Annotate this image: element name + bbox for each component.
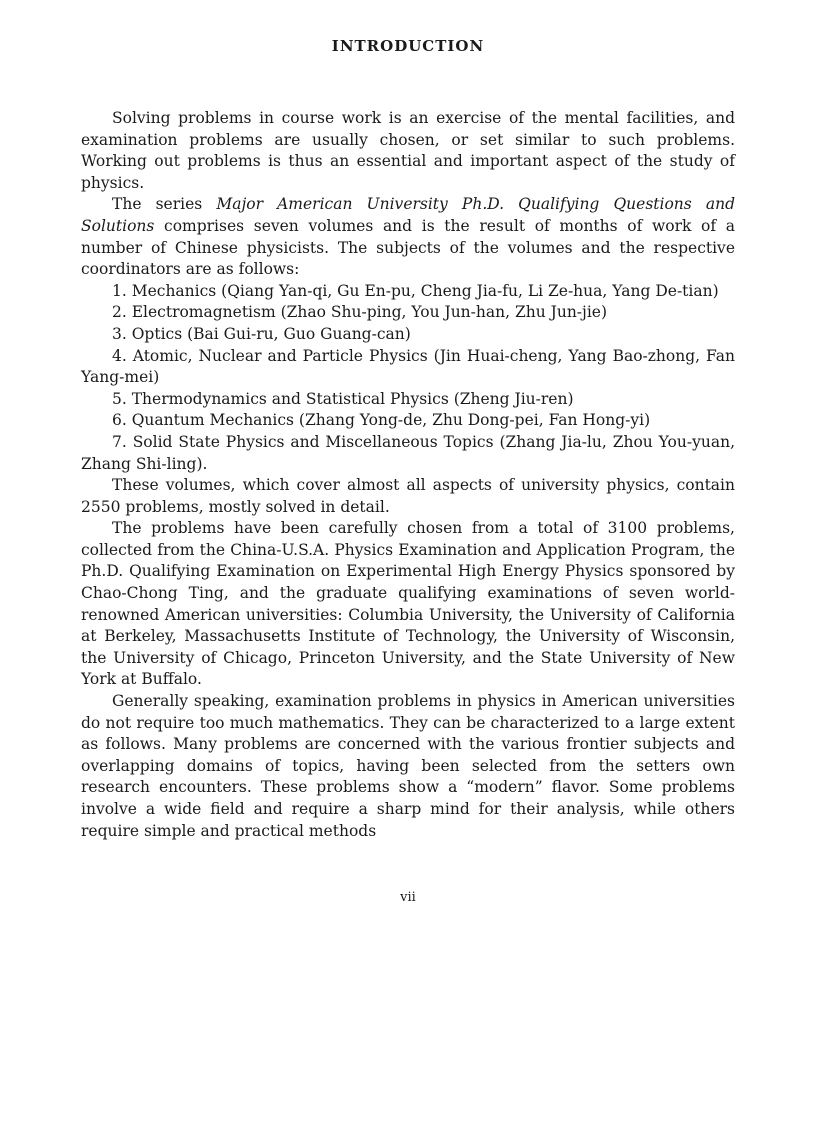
page-number: vii	[400, 890, 416, 905]
volume-item-7: 7. Solid State Physics and Miscellaneous Topics (Zhang Jia-lu, Zhou You-yuan, Zhang Shi-ling).	[81, 432, 735, 473]
volume-item-5: 5. Thermodynamics and Statistical Physics (Zheng Jiu-ren)	[112, 389, 574, 408]
body-text	[81, 108, 735, 842]
paragraph-intro: Solving problems in course work is an exercise of the mental facilities, and examination problems are usually chosen, or set similar to such problems. Working out problems is thus an essential and important aspect of the study of physics.	[81, 109, 735, 192]
volume-item-4: 4. Atomic, Nuclear and Particle Physics (Jin Huai-cheng, Yang Bao-zhong, Fan Yang-mei)	[81, 346, 735, 387]
paragraph-exam-characteristics: Generally speaking, examination problems in physics in American universities do not require too much mathematics. They can be characterized to a large extent as follows. Many problems are concerned with the various frontier subjects and overlapping domains of topics, having been selected from the setters own research encounters. These problems show a “modern” flavor. Some problems involve a wide field and require a sharp mind for their analysis, while others require simple and practical methods	[81, 692, 735, 840]
series-text-after: comprises seven volumes and is the result of months of work of a number of Chinese physicists. The subjects of the volumes and the respective coordinators are as follows:	[81, 216, 735, 279]
series-title: Major American University Ph.D. Qualifying Questions and Solutions	[81, 195, 735, 235]
volume-item-6: 6. Quantum Mechanics (Zhang Yong-de, Zhu Dong-pei, Fan Hong-yi)	[112, 411, 651, 430]
page-title: INTRODUCTION	[331, 37, 485, 55]
series-text-before: The series	[112, 195, 217, 214]
volume-item-3: 3. Optics (Bai Gui-ru, Guo Guang-can)	[112, 324, 411, 343]
paragraph-problem-sources: The problems have been carefully chosen from a total of 3100 problems, collected from the China-U.S.A. Physics Examination and Application Program, the Ph.D. Qualifying Examination on Experimental High Energy Physics sponsored by Chao-Chong Ting, and the graduate qualifying examinations of seven world-renowned American universities: Columbia University, the University of California at Berkeley, Massachusetts Institute of Technology, the University of Wisconsin, the University of Chicago, Princeton University, and the State University of New York at Buffalo.	[81, 519, 735, 689]
volume-item-1: 1. Mechanics (Qiang Yan-qi, Gu En-pu, Cheng Jia-fu, Li Ze-hua, Yang De-tian)	[112, 281, 719, 300]
volume-item-2: 2. Electromagnetism (Zhao Shu-ping, You Jun-han, Zhu Jun-jie)	[112, 303, 608, 322]
paragraph-volumes-coverage: These volumes, which cover almost all aspects of university physics, contain 2550 problems, mostly solved in detail.	[81, 476, 735, 516]
paragraph-series	[81, 194, 735, 280]
